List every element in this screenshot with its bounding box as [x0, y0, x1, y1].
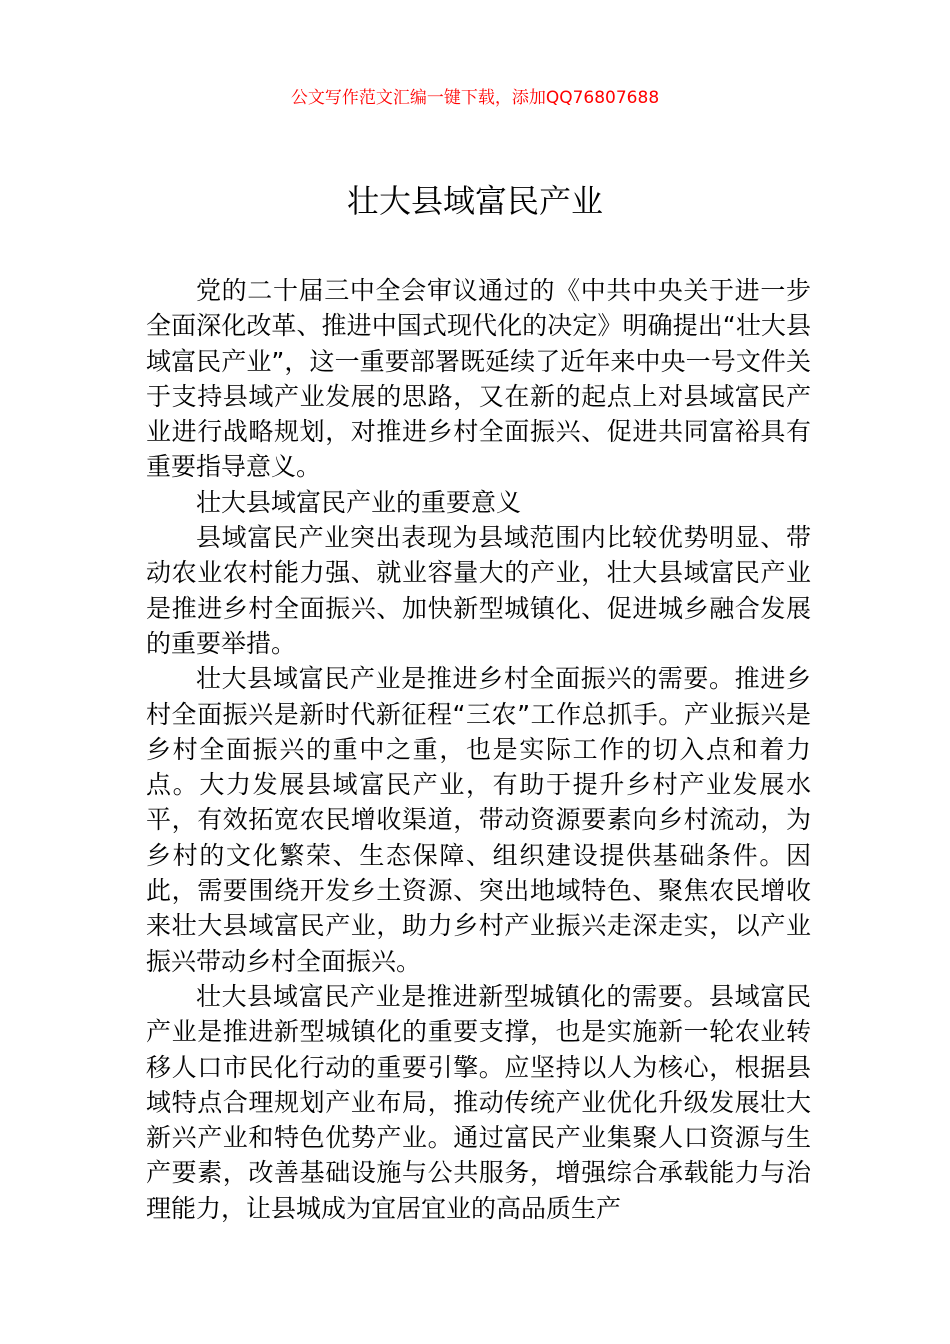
page-title: 壮大县域富民产业 — [346, 182, 603, 220]
paragraph: 壮大县域富民产业是推进新型城镇化的需要。县域富民产业是推进新型城镇化的重要支撑，也是实施新一轮农业转移人口市民化行动的重要引擎。应坚持以人为核心，根据县域特点合理规划产业布局，推动传统产业优化升级发展壮大新兴产业和特色优势产业。通过富民产业集聚人口资源与生产要素，改善基础设施与公共服务，增强综合承载能力与治理能力，让县城成为宜居宜业的高品质生产 — [146, 981, 811, 1223]
document-body — [146, 273, 811, 1226]
paragraph-intro: 党的二十届三中全会审议通过的《中共中央关于进一步全面深化改革、推进中国式现代化的决定》明确提出“壮大县域富民产业”，这一重要部署既延续了近年来中央一号文件关于支持县域产业发展的思路，又在新的起点上对县域富民产业进行战略规划，对推进乡村全面振兴、促进共同富裕具有重要指导意义。 — [146, 276, 811, 482]
promo-header: 公文写作范文汇编一键下载，添加QQ76807688 — [290, 88, 660, 108]
paragraph: 县域富民产业突出表现为县域范围内比较优势明显、带动农业农村能力强、就业容量大的产业，壮大县域富民产业是推进乡村全面振兴、加快新型城镇化、促进城乡融合发展的重要举措。 — [146, 523, 811, 658]
section-heading: 壮大县域富民产业的重要意义 — [196, 487, 522, 517]
paragraph: 壮大县域富民产业是推进乡村全面振兴的需要。推进乡村全面振兴是新时代新征程“三农”工作总抓手。产业振兴是乡村全面振兴的重中之重，也是实际工作的切入点和着力点。大力发展县域富民产业，有助于提升乡村产业发展水平，有效拓宽农民增收渠道，带动资源要素向乡村流动，为乡村的文化繁荣、生态保障、组织建设提供基础条件。因此，需要围绕开发乡土资源、突出地域特色、聚焦农民增收来壮大县域富民产业，助力乡村产业振兴走深走实，以产业振兴带动乡村全面振兴。 — [146, 664, 811, 976]
